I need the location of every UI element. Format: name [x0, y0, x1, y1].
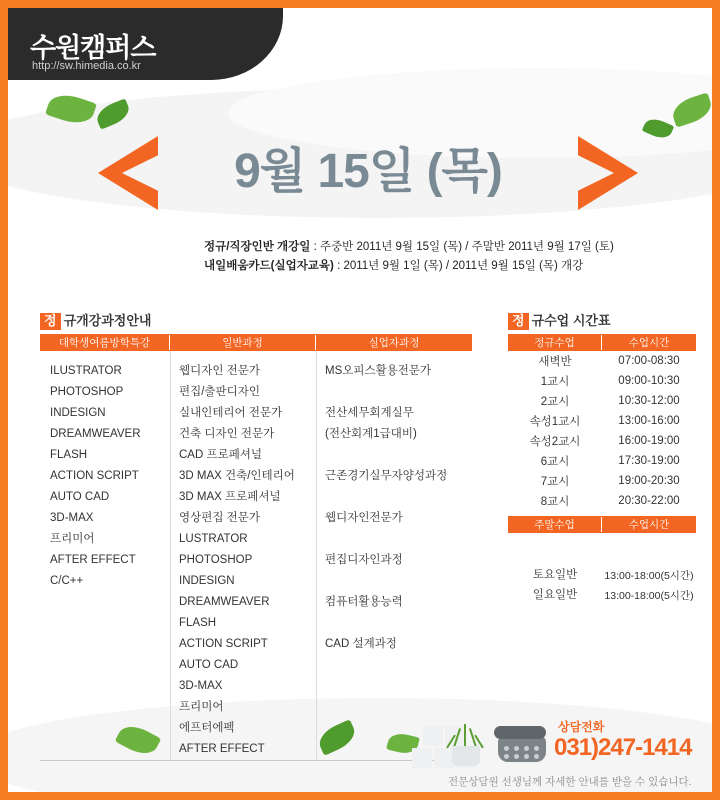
- course-item: FLASH: [179, 617, 217, 629]
- course-item: ILUSTRATOR: [50, 365, 122, 377]
- course-item: (전산회계1급대비): [325, 428, 417, 440]
- course-item: 3D-MAX: [50, 512, 94, 524]
- contact-number: 031)247-1414: [554, 734, 692, 761]
- course-item: 편집디자인과정: [325, 554, 403, 566]
- class-name: 속성1교시: [529, 416, 581, 428]
- course-col-header: 대학생여름방학특강: [40, 335, 170, 350]
- campus-title: 수원캠퍼스: [30, 33, 156, 63]
- table-row: [508, 411, 696, 431]
- weekday-timetable-rows: [508, 351, 696, 511]
- course-item: 컴퓨터활용능력: [325, 596, 403, 608]
- schedule-row: [204, 257, 614, 276]
- class-time: 20:30-22:00: [618, 495, 680, 507]
- schedule-label: 내일배움카드(실업자교육): [204, 260, 334, 272]
- left-section-title-text: 규개강과정안내: [63, 313, 152, 328]
- class-name: 새벽반: [538, 356, 572, 368]
- weekday-timetable-header: [508, 334, 696, 351]
- weekend-col-header: 주말수업: [508, 517, 602, 532]
- course-item: 3D MAX 프로페셔널: [179, 491, 281, 503]
- class-time: 16:00-19:00: [618, 435, 680, 447]
- class-name: 1교시: [540, 376, 570, 388]
- weekend-timetable-header: [508, 516, 696, 533]
- schedule-row: [204, 238, 614, 257]
- schedule-value: : 2011년 9월 1일 (목) / 2011년 9월 15일 (목) 개강: [337, 260, 584, 272]
- date-banner: [88, 128, 648, 218]
- course-item: AFTER EFFECT: [50, 554, 136, 566]
- class-name: 8교시: [540, 496, 570, 508]
- course-item: C/C++: [50, 575, 84, 587]
- course-item: 프리미어: [50, 533, 95, 545]
- course-item: [325, 529, 472, 550]
- course-item: AUTO CAD: [179, 659, 239, 671]
- course-item: 프리미어: [179, 701, 224, 713]
- course-item: PHOTOSHOP: [50, 386, 124, 398]
- class-name: 2교시: [540, 396, 570, 408]
- right-section-mark: 정: [508, 313, 529, 330]
- course-item: 3D-MAX: [179, 680, 223, 692]
- course-item: ACTION SCRIPT: [179, 638, 268, 650]
- table-row: [508, 451, 696, 471]
- course-item: [325, 445, 472, 466]
- contact-block: [476, 714, 706, 774]
- schedule-label: 정규/직장인반 개강일: [204, 241, 311, 253]
- banner-date-text: 9월 15일 (목): [234, 145, 502, 198]
- course-item: ACTION SCRIPT: [50, 470, 139, 482]
- contact-note: 전문상담원 선생님께 자세한 안내를 받을 수 있습니다.: [448, 776, 692, 788]
- course-item: INDESIGN: [50, 407, 106, 419]
- course-item: AUTO CAD: [50, 491, 110, 503]
- course-item: [325, 382, 472, 403]
- class-name: 6교시: [540, 456, 570, 468]
- course-col-general: [170, 351, 316, 760]
- class-name: 속성2교시: [529, 436, 581, 448]
- course-item: INDESIGN: [179, 575, 235, 587]
- weekday-col-header: 수업시간: [628, 337, 670, 349]
- course-item: 근존경기실무자양성과정: [325, 470, 448, 482]
- class-time: 13:00-16:00: [618, 415, 680, 427]
- course-table-header: [40, 334, 472, 351]
- course-col-header: 일반과정: [170, 335, 316, 350]
- course-item: 에프터에펙: [179, 722, 235, 734]
- course-item: 웹디자인전문가: [325, 512, 403, 524]
- weekday-col-header: 정규수업: [508, 335, 602, 350]
- left-section-mark: 정: [40, 313, 61, 330]
- contact-label: 상담전화: [558, 720, 605, 734]
- weekend-names: [508, 566, 602, 606]
- course-item: PHOTOSHOP: [179, 554, 253, 566]
- class-time: 19:00-20:30: [618, 475, 680, 487]
- course-table: [40, 334, 472, 761]
- class-name: 7교시: [540, 476, 570, 488]
- course-col-unemployed: [316, 351, 472, 760]
- course-item: DREAMWEAVER: [179, 596, 270, 608]
- table-row: [508, 391, 696, 411]
- right-section-title: [508, 310, 611, 330]
- course-item: [325, 487, 472, 508]
- course-item: 실내인테리어 전문가: [179, 407, 283, 419]
- schedule-value: : 주중반 2011년 9월 15일 (목) / 주말반 2011년 9월 17일 (토): [313, 241, 614, 253]
- class-time: 17:30-19:00: [618, 455, 680, 467]
- class-time: 07:00-08:30: [618, 355, 680, 367]
- course-item: CAD 프로페셔널: [179, 449, 263, 461]
- course-item: 건축 디자인 전문가: [179, 428, 275, 440]
- left-section-title: [40, 310, 151, 330]
- course-item: DREAMWEAVER: [50, 428, 141, 440]
- course-item: MS오피스활용전문가: [325, 365, 432, 377]
- table-row: [508, 471, 696, 491]
- table-row: [508, 491, 696, 511]
- class-name: 일요일반: [532, 589, 578, 601]
- course-item: CAD 설계과정: [325, 638, 397, 650]
- class-time: 10:30-12:00: [618, 395, 680, 407]
- course-item: 웹디자인 전문가: [179, 365, 260, 377]
- table-row: [508, 431, 696, 451]
- weekday-timetable: [508, 334, 696, 511]
- telephone-icon: [496, 720, 548, 764]
- course-table-body: [40, 351, 472, 761]
- class-time: 09:00-10:30: [618, 375, 680, 387]
- course-col-header: 실업자과정: [368, 337, 420, 349]
- opening-schedule: [204, 238, 614, 276]
- campus-url: http://sw.himedia.co.kr: [32, 60, 141, 72]
- flyer-inner: [8, 8, 712, 792]
- class-time: 13:00-18:00(5시간): [604, 570, 694, 582]
- right-section-title-text: 규수업 시간표: [531, 313, 611, 328]
- class-time: 13:00-18:00(5시간): [604, 590, 694, 602]
- weekend-timetable: [508, 516, 696, 533]
- weekend-times: [602, 566, 696, 606]
- weekend-col-header: 수업시간: [628, 519, 670, 531]
- course-col-summer: [40, 351, 170, 760]
- course-item: FLASH: [50, 449, 88, 461]
- weekend-timetable-rows: [508, 538, 696, 606]
- course-item: LUSTRATOR: [179, 533, 248, 545]
- table-row: [508, 351, 696, 371]
- course-item: AFTER EFFECT: [179, 743, 265, 755]
- course-item: [325, 613, 472, 634]
- table-row: [508, 371, 696, 391]
- course-item: 3D MAX 건축/인테리어: [179, 470, 295, 482]
- course-item: [325, 571, 472, 592]
- course-item: 영상편집 전문가: [179, 512, 260, 524]
- class-name: 토요일반: [532, 569, 578, 581]
- course-item: 전산세무회계실무: [325, 407, 414, 419]
- course-item: 편집/출판디자인: [179, 386, 260, 398]
- weekend-rows: [508, 566, 696, 606]
